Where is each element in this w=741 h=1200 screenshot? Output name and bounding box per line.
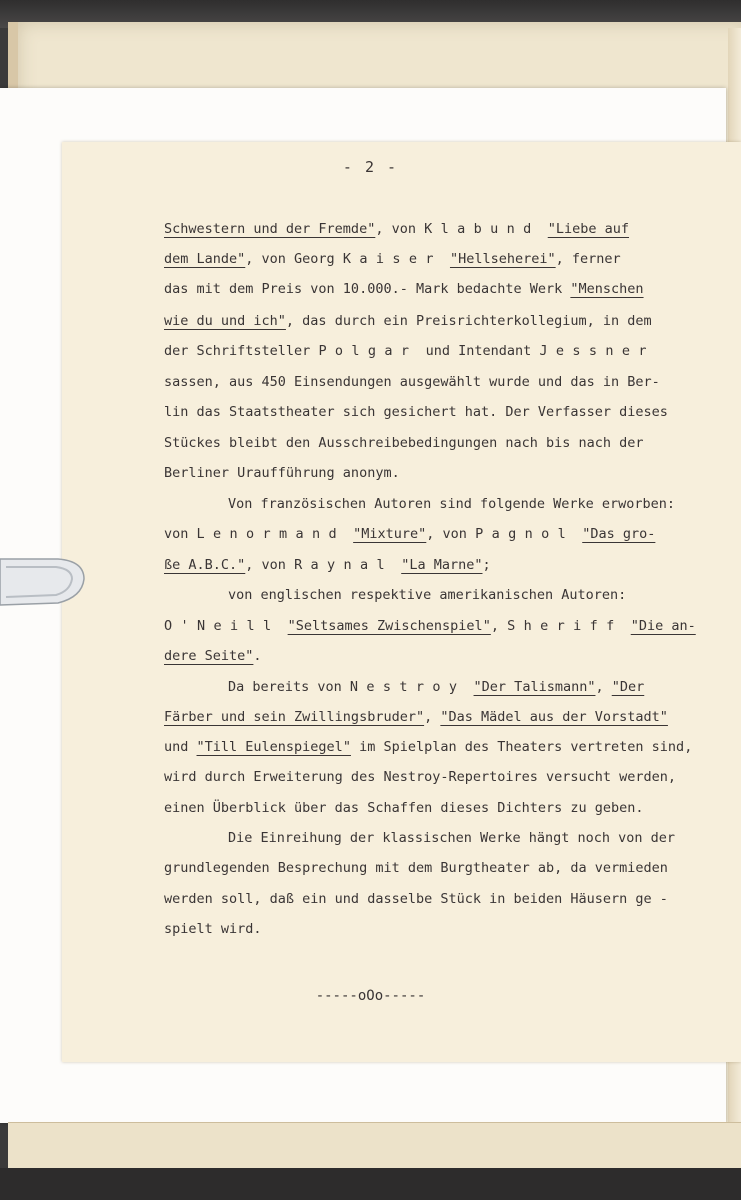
text-segment: , von [375, 221, 425, 237]
text-segment: , [490, 618, 508, 634]
underlined-title: "Der [611, 679, 645, 695]
underlined-title: dere Seite" [164, 648, 254, 664]
underlined-title: "Liebe auf [547, 221, 630, 237]
text-segment: und Intendant [417, 343, 540, 359]
text-segment: , von [426, 526, 476, 542]
underlined-title: "Seltsames Zwischenspiel" [287, 618, 491, 634]
text-line [164, 707, 668, 727]
text-segment: grundlegenden Besprechung mit dem Burgtheater ab, da vermieden [164, 860, 668, 876]
text-line [164, 279, 644, 299]
text-segment: Die Einreihung der klassischen Werke hängt noch von der [228, 830, 676, 846]
text-segment [393, 557, 401, 573]
text-segment: Berliner Uraufführung anonym. [164, 465, 400, 481]
text-segment: . [253, 648, 262, 664]
text-line [164, 524, 655, 544]
text-segment: von [164, 526, 197, 542]
spaced-name: O'Neill [164, 618, 280, 634]
underlined-title: Schwestern und der Fremde" [164, 221, 376, 237]
text-line [164, 402, 668, 422]
text-segment [465, 679, 473, 695]
text-segment: wird durch Erweiterung des Nestroy-Repertoires versucht werden, [164, 769, 677, 785]
underlined-title: Färber und sein Zwillingsbruder" [164, 709, 425, 725]
underlined-title: "Till Eulenspiegel" [196, 739, 351, 755]
text-segment: Da bereits von [228, 679, 350, 695]
underlined-title: "Das gro- [582, 526, 656, 542]
text-line [164, 919, 262, 939]
underlined-title: wie du und ich" [164, 313, 286, 329]
text-segment: , das durch ein Preisrichterkollegium, in dem [285, 313, 652, 329]
spaced-name: Lenormand [196, 526, 345, 542]
spaced-name: Kaiser [342, 251, 442, 267]
underlined-title: "Mixture" [353, 526, 427, 542]
text-segment: spielt wird. [164, 921, 262, 937]
spaced-name: Klabund [424, 221, 540, 237]
text-segment: , ferner [555, 251, 621, 267]
text-line [164, 433, 644, 453]
text-segment: , [424, 709, 441, 725]
text-line [164, 249, 621, 269]
text-line [228, 494, 675, 514]
underlined-title: "Der Talismann" [473, 679, 596, 695]
text-line [164, 616, 696, 636]
spaced-name: Jessner [539, 343, 655, 359]
text-segment: , [595, 679, 612, 695]
text-segment: lin das Staatstheater sich gesichert hat. Der Verfasser dieses [164, 404, 668, 420]
underlined-title: "La Marne" [401, 557, 483, 573]
spaced-name: Polgar [318, 343, 418, 359]
paper-clip-icon [0, 553, 86, 609]
text-line [164, 767, 676, 787]
text-line [164, 311, 652, 331]
bottom-sheet-strip [8, 1122, 741, 1173]
text-segment: werden soll, daß ein und dasselbe Stück in beiden Häusern ge - [164, 891, 668, 907]
text-segment: Von französischen Autoren sind folgende Werke erworben: [228, 496, 676, 512]
spaced-name: Pagnol [475, 526, 575, 542]
text-line [164, 372, 660, 392]
underlined-title: "Hellseherei" [449, 251, 556, 267]
text-line [228, 828, 675, 848]
text-line [164, 858, 668, 878]
text-segment: , von Georg [245, 251, 343, 267]
text-line [228, 585, 626, 605]
spaced-name: Nestroy [349, 679, 466, 695]
spaced-name: Raynal [294, 557, 394, 573]
binder-bottom-edge [0, 1168, 741, 1200]
underlined-title: "Die an- [630, 618, 696, 634]
text-line [164, 737, 692, 757]
text-segment: sassen, aus 450 Einsendungen ausgewählt wurde und das in Ber- [164, 374, 660, 390]
text-line [164, 798, 644, 818]
underlined-title: ße A.B.C." [164, 557, 246, 573]
underlined-title: "Das Mädel aus der Vorstadt" [440, 709, 668, 725]
text-line [164, 219, 629, 239]
text-segment [623, 618, 631, 634]
text-segment: einen Überblick über das Schaffen dieses Dichters zu geben. [164, 800, 644, 816]
underlined-title: "Menschen [570, 281, 644, 297]
text-line [228, 677, 644, 697]
text-line [164, 341, 655, 361]
page-number: - 2 - [342, 158, 399, 176]
text-segment [345, 526, 353, 542]
text-segment [574, 526, 582, 542]
end-mark: -----oOo----- [315, 988, 426, 1004]
text-segment: von englischen respektive amerikanischen Autoren: [228, 587, 627, 603]
text-segment: Stückes bleibt den Ausschreibebedingungen nach bis nach der [164, 435, 644, 451]
text-segment: ; [482, 557, 491, 573]
text-line [164, 646, 262, 666]
text-segment: und [164, 739, 197, 755]
text-line [164, 463, 400, 483]
text-segment: das mit dem Preis von 10.000.- Mark bedachte Werk [164, 281, 571, 297]
text-segment [279, 618, 287, 634]
text-segment: der Schriftsteller [164, 343, 319, 359]
text-segment: im Spielplan des Theaters vertreten sind, [350, 739, 693, 755]
text-segment [540, 221, 548, 237]
text-segment [442, 251, 450, 267]
text-line [164, 555, 491, 575]
text-line [164, 889, 668, 909]
underlined-title: dem Lande" [164, 251, 246, 267]
text-segment: , von [245, 557, 295, 573]
spaced-name: Sheriff [507, 618, 623, 634]
